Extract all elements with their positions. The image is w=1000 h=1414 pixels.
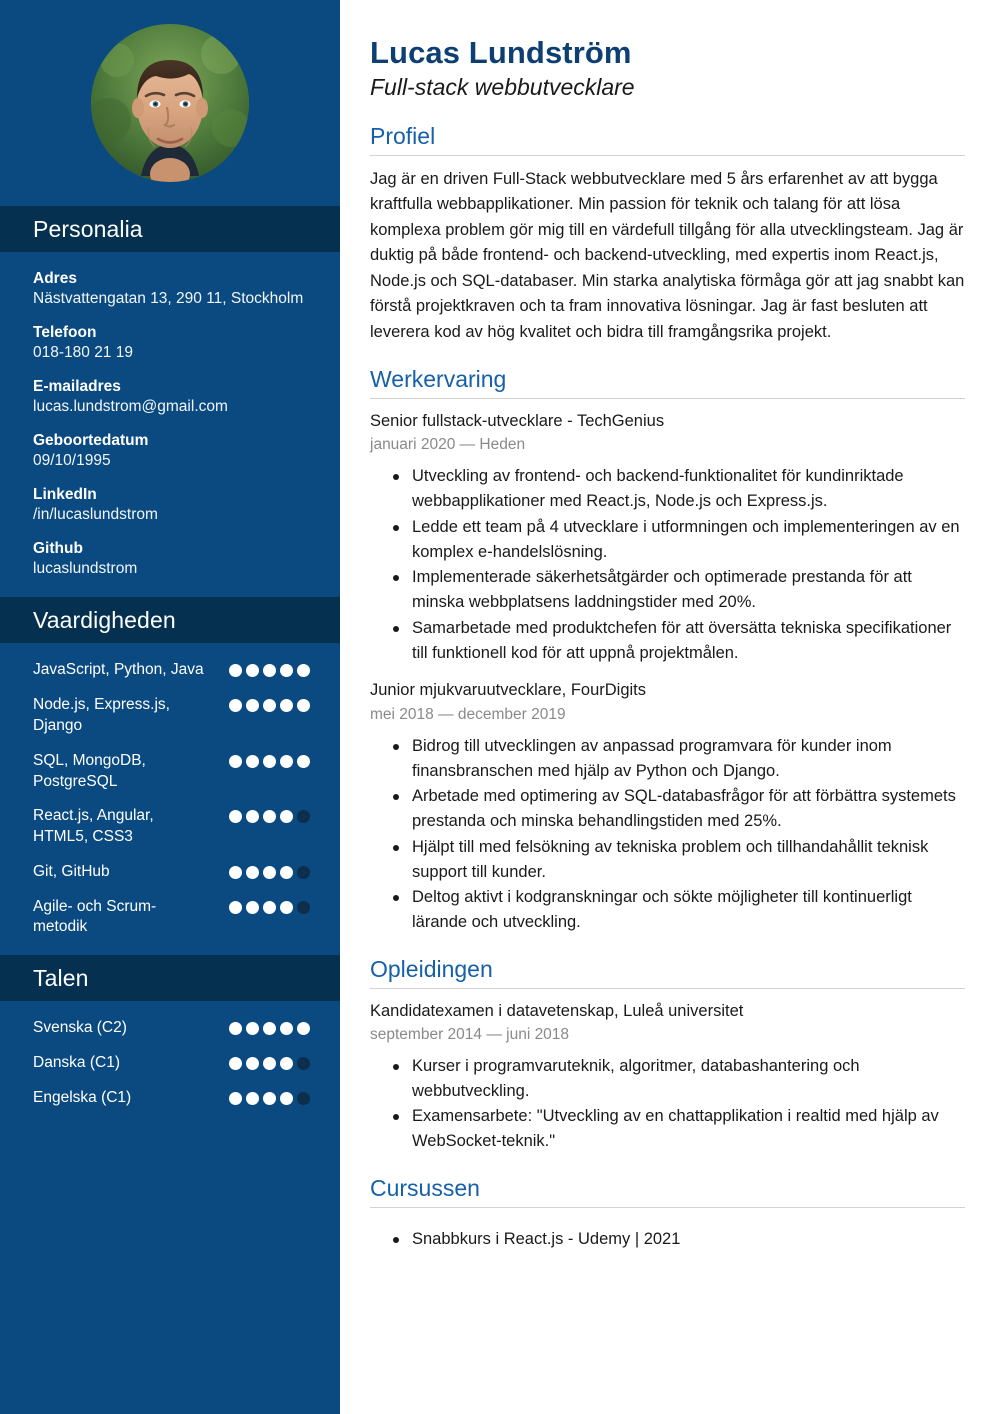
skill-row xyxy=(33,862,310,883)
sidebar-section-header-talen xyxy=(0,955,340,1001)
language-row xyxy=(33,1053,310,1074)
experience-entry-title: Junior mjukvaruutvecklare, FourDigits xyxy=(370,681,647,700)
rating-dot-filled xyxy=(280,1092,293,1105)
list-item: Hjälpt till med felsökning av tekniska problem och tillhandahållit teknisk support till kunder. xyxy=(410,835,965,885)
experience-bullet-list xyxy=(370,734,965,935)
list-item: Ledde ett team på 4 utvecklare i utformningen och implementeringen av en komplex e-handelslösning. xyxy=(410,515,965,565)
education-entry xyxy=(370,1000,965,1154)
contact-value-geboortedatum: 09/10/1995 xyxy=(33,452,111,470)
sidebar-section-title-personalia: Personalia xyxy=(33,215,143,242)
rating-dot-empty xyxy=(297,810,310,823)
contact-value-email: lucas.lundstrom@gmail.com xyxy=(33,398,228,416)
rating-dot-filled xyxy=(246,1092,259,1105)
skill-label: JavaScript, Python, Java xyxy=(33,661,204,679)
rating-dot-filled xyxy=(297,664,310,677)
courses-bullet-list xyxy=(370,1227,965,1252)
contact-value-github[interactable]: lucaslundstrom xyxy=(33,559,138,577)
rating-dot-empty xyxy=(297,866,310,879)
section-education xyxy=(370,956,965,1154)
contact-label-github: Github xyxy=(33,539,83,557)
section-body-education xyxy=(370,989,965,1154)
rating-dot-filled xyxy=(229,699,242,712)
contact-item-github xyxy=(33,539,310,580)
rating-dot-filled xyxy=(229,664,242,677)
language-row xyxy=(33,1088,310,1109)
sidebar-spacer xyxy=(0,1122,340,1414)
main-content xyxy=(340,0,1000,1414)
contact-item-geboortedatum xyxy=(33,431,310,472)
skill-rating-dots xyxy=(229,751,310,768)
skill-row xyxy=(33,806,310,848)
education-entry-title: Kandidatexamen i datavetenskap, Luleå universitet xyxy=(370,1001,744,1020)
sidebar xyxy=(0,0,340,1414)
skill-label: Agile- och Scrum-metodik xyxy=(33,897,157,936)
contact-value-linkedin[interactable]: /in/lucaslundstrom xyxy=(33,506,158,524)
rating-dot-filled xyxy=(246,1057,259,1070)
rating-dot-filled xyxy=(229,866,242,879)
experience-entry-date: januari 2020 — Heden xyxy=(370,436,526,454)
rating-dot-filled xyxy=(229,901,242,914)
avatar-container xyxy=(0,0,340,206)
language-label: Danska (C1) xyxy=(33,1053,120,1071)
contact-item-email xyxy=(33,377,310,418)
section-heading-courses: Cursussen xyxy=(370,1175,965,1208)
section-heading-education: Opleidingen xyxy=(370,956,965,989)
experience-bullet-list xyxy=(370,464,965,665)
language-rating-dots xyxy=(229,1088,310,1105)
contact-label-linkedin: LinkedIn xyxy=(33,485,97,503)
rating-dot-filled xyxy=(280,810,293,823)
language-rating-dots xyxy=(229,1053,310,1070)
list-item: Implementerade säkerhetsåtgärder och optimerade prestanda för att minska webbplatsens laddningstider med 20%. xyxy=(410,565,965,615)
portrait-photo-icon xyxy=(91,24,249,182)
rating-dot-filled xyxy=(280,901,293,914)
rating-dot-filled xyxy=(246,755,259,768)
skill-row xyxy=(33,897,310,939)
skill-rating-dots xyxy=(229,660,310,677)
rating-dot-filled xyxy=(263,664,276,677)
rating-dot-filled xyxy=(229,755,242,768)
contact-value-telefoon: 018-180 21 19 xyxy=(33,344,133,362)
rating-dot-filled xyxy=(263,810,276,823)
contact-label-email: E-mailadres xyxy=(33,377,121,395)
sidebar-section-title-vaardigheden: Vaardigheden xyxy=(33,606,176,633)
skills-body xyxy=(0,643,340,952)
language-rating-dots xyxy=(229,1018,310,1035)
section-body-experience xyxy=(370,399,965,935)
experience-entry-date: mei 2018 — december 2019 xyxy=(370,705,566,723)
section-heading-experience: Werkervaring xyxy=(370,366,965,399)
sidebar-section-title-talen: Talen xyxy=(33,964,89,991)
section-body-profile xyxy=(370,156,965,346)
skill-rating-dots xyxy=(229,862,310,879)
rating-dot-filled xyxy=(297,699,310,712)
rating-dot-filled xyxy=(263,699,276,712)
rating-dot-filled xyxy=(263,1022,276,1035)
rating-dot-filled xyxy=(229,1057,242,1070)
section-heading-profile: Profiel xyxy=(370,123,965,156)
section-courses xyxy=(370,1175,965,1251)
page-title: Lucas Lundström xyxy=(370,35,632,70)
list-item: Snabbkurs i React.js - Udemy | 2021 xyxy=(410,1227,965,1252)
contact-value-adres: Nästvattengatan 13, 290 11, Stockholm xyxy=(33,290,304,308)
avatar xyxy=(91,24,249,182)
skill-row xyxy=(33,695,310,737)
rating-dot-filled xyxy=(263,1057,276,1070)
list-item: Arbetade med optimering av SQL-databasfrågor för att förbättra systemets prestanda och minska behandlingstiden med 25%. xyxy=(410,784,965,834)
skill-label: React.js, Angular, HTML5, CSS3 xyxy=(33,807,154,846)
skill-label: Git, GitHub xyxy=(33,862,110,880)
rating-dot-filled xyxy=(246,810,259,823)
skill-rating-dots xyxy=(229,806,310,823)
rating-dot-filled xyxy=(263,755,276,768)
rating-dot-filled xyxy=(297,1022,310,1035)
skill-label: SQL, MongoDB, PostgreSQL xyxy=(33,751,146,790)
experience-entry xyxy=(370,410,965,665)
language-label: Engelska (C1) xyxy=(33,1088,132,1106)
rating-dot-empty xyxy=(297,1092,310,1105)
rating-dot-filled xyxy=(229,1022,242,1035)
language-label: Svenska (C2) xyxy=(33,1019,127,1037)
education-bullet-list xyxy=(370,1054,965,1154)
rating-dot-filled xyxy=(297,755,310,768)
rating-dot-filled xyxy=(246,664,259,677)
job-title: Full-stack webbutvecklare xyxy=(370,74,635,101)
contact-item-telefoon xyxy=(33,323,310,364)
skill-rating-dots xyxy=(229,897,310,914)
skill-label: Node.js, Express.js, Django xyxy=(33,696,170,734)
rating-dot-filled xyxy=(280,755,293,768)
contact-item-adres xyxy=(33,269,310,310)
rating-dot-filled xyxy=(280,1057,293,1070)
rating-dot-empty xyxy=(297,901,310,914)
section-body-courses xyxy=(370,1208,965,1252)
rating-dot-filled xyxy=(263,866,276,879)
list-item: Samarbetade med produktchefen för att översätta tekniska specifikationer till funktionell kod för att uppnå projektmålen. xyxy=(410,616,965,666)
skill-row xyxy=(33,751,310,793)
list-item: Deltog aktivt i kodgranskningar och sökte möjligheter till kontinuerligt lärande och utveckling. xyxy=(410,885,965,935)
rating-dot-filled xyxy=(229,810,242,823)
list-item: Utveckling av frontend- och backend-funktionalitet för kundinriktade webbapplikationer med React.js, Node.js och Express.js. xyxy=(410,464,965,514)
skill-rating-dots xyxy=(229,695,310,712)
rating-dot-filled xyxy=(263,901,276,914)
profile-text: Jag är en driven Full-Stack webbutvecklare med 5 års erfarenhet av att bygga kraftfulla webbapplikationer. Min passion för teknik och talang för att lösa komplexa problem gör mig till en värdefull tillgång för alla utvecklingsteam. Jag är duktig på både frontend- och backend-utveckling, med expertis inom React.js, Node.js och SQL-databaser. Min starka analytiska förmåga gör att jag snabbt kan förstå projektkraven och ta fram innovativa lösningar. Jag är fast besluten att leverera kod av hög kvalitet och bidra till framgångsrika projekt. xyxy=(370,169,965,341)
section-profile xyxy=(370,123,965,346)
rating-dot-filled xyxy=(263,1092,276,1105)
contact-item-linkedin xyxy=(33,485,310,526)
list-item: Bidrog till utvecklingen av anpassad programvara för kunder inom finansbranschen med hjälp av Python och Django. xyxy=(410,734,965,784)
education-entry-date: september 2014 — juni 2018 xyxy=(370,1025,570,1043)
personalia-body xyxy=(0,252,340,592)
experience-entry-title: Senior fullstack-utvecklare - TechGenius xyxy=(370,412,665,431)
rating-dot-filled xyxy=(246,866,259,879)
languages-body xyxy=(0,1001,340,1122)
rating-dot-empty xyxy=(297,1057,310,1070)
rating-dot-filled xyxy=(246,1022,259,1035)
rating-dot-filled xyxy=(280,1022,293,1035)
sidebar-section-header-personalia xyxy=(0,206,340,252)
contact-label-adres: Adres xyxy=(33,270,77,287)
rating-dot-filled xyxy=(246,699,259,712)
contact-label-telefoon: Telefoon xyxy=(33,323,97,341)
list-item: Kurser i programvaruteknik, algoritmer, databashantering och webbutveckling. xyxy=(410,1054,965,1104)
sidebar-section-header-vaardigheden xyxy=(0,597,340,643)
experience-entry xyxy=(370,679,965,934)
contact-label-geboortedatum: Geboortedatum xyxy=(33,431,149,449)
language-row xyxy=(33,1018,310,1039)
section-experience xyxy=(370,366,965,934)
rating-dot-filled xyxy=(280,699,293,712)
rating-dot-filled xyxy=(280,866,293,879)
skill-row xyxy=(33,660,310,681)
list-item: Examensarbete: "Utveckling av en chattapplikation i realtid med hjälp av WebSocket-teknik." xyxy=(410,1104,965,1154)
rating-dot-filled xyxy=(280,664,293,677)
rating-dot-filled xyxy=(246,901,259,914)
rating-dot-filled xyxy=(229,1092,242,1105)
